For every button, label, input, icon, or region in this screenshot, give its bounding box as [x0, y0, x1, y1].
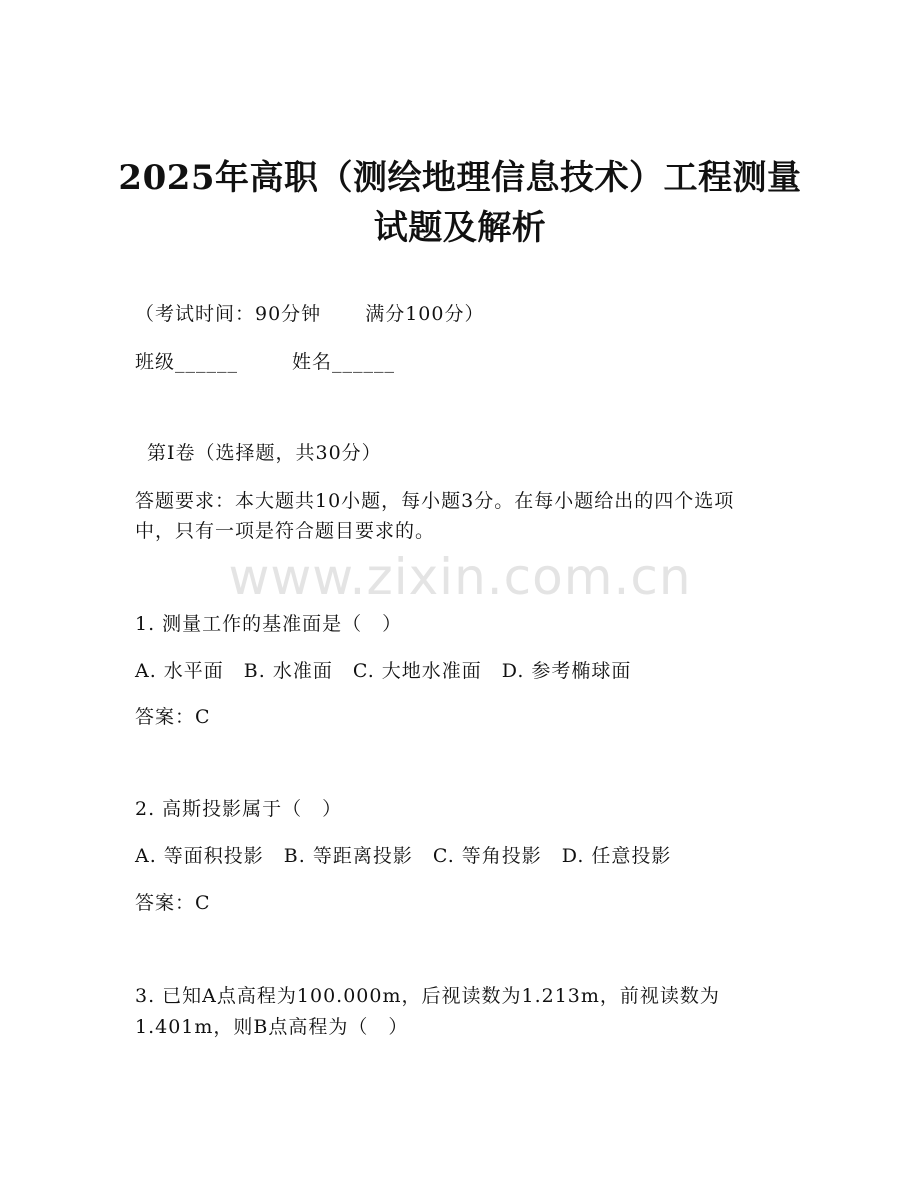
watermark: www.zixin.com.cn	[228, 548, 692, 606]
student-info	[135, 350, 395, 374]
question-2-answer: 答案：C	[135, 892, 211, 914]
exam-info	[135, 302, 484, 326]
question-3-stem-line-2: 1.401m，则B点高程为（ ）	[135, 1016, 409, 1038]
instructions-line-1: 答题要求：本大题共10小题，每小题3分。在每小题给出的四个选项	[135, 490, 735, 512]
name-field: 姓名______	[292, 351, 396, 373]
question-2-stem: 2. 高斯投影属于（ ）	[135, 798, 343, 820]
question-1-stem: 1. 测量工作的基准面是（ ）	[135, 613, 403, 635]
document-title-line-2: 试题及解析	[373, 208, 547, 248]
section-title: 第I卷（选择题，共30分）	[147, 442, 382, 464]
full-score: 满分100分）	[365, 303, 485, 325]
question-3-stem-line-1: 3. 已知A点高程为100.000m，后视读数为1.213m，前视读数为	[135, 985, 720, 1007]
question-2-options: A. 等面积投影 B. 等距离投影 C. 等角投影 D. 任意投影	[135, 845, 672, 867]
exam-time: （考试时间：90分钟	[135, 303, 322, 325]
question-1-answer: 答案：C	[135, 706, 211, 728]
document-title-line-1: 2025年高职（测绘地理信息技术）工程测量	[118, 158, 802, 198]
instructions-line-2: 中，只有一项是符合题目要求的。	[135, 520, 436, 542]
question-1-options: A. 水平面 B. 水准面 C. 大地水准面 D. 参考椭球面	[135, 660, 632, 682]
class-field: 班级______	[135, 351, 239, 373]
